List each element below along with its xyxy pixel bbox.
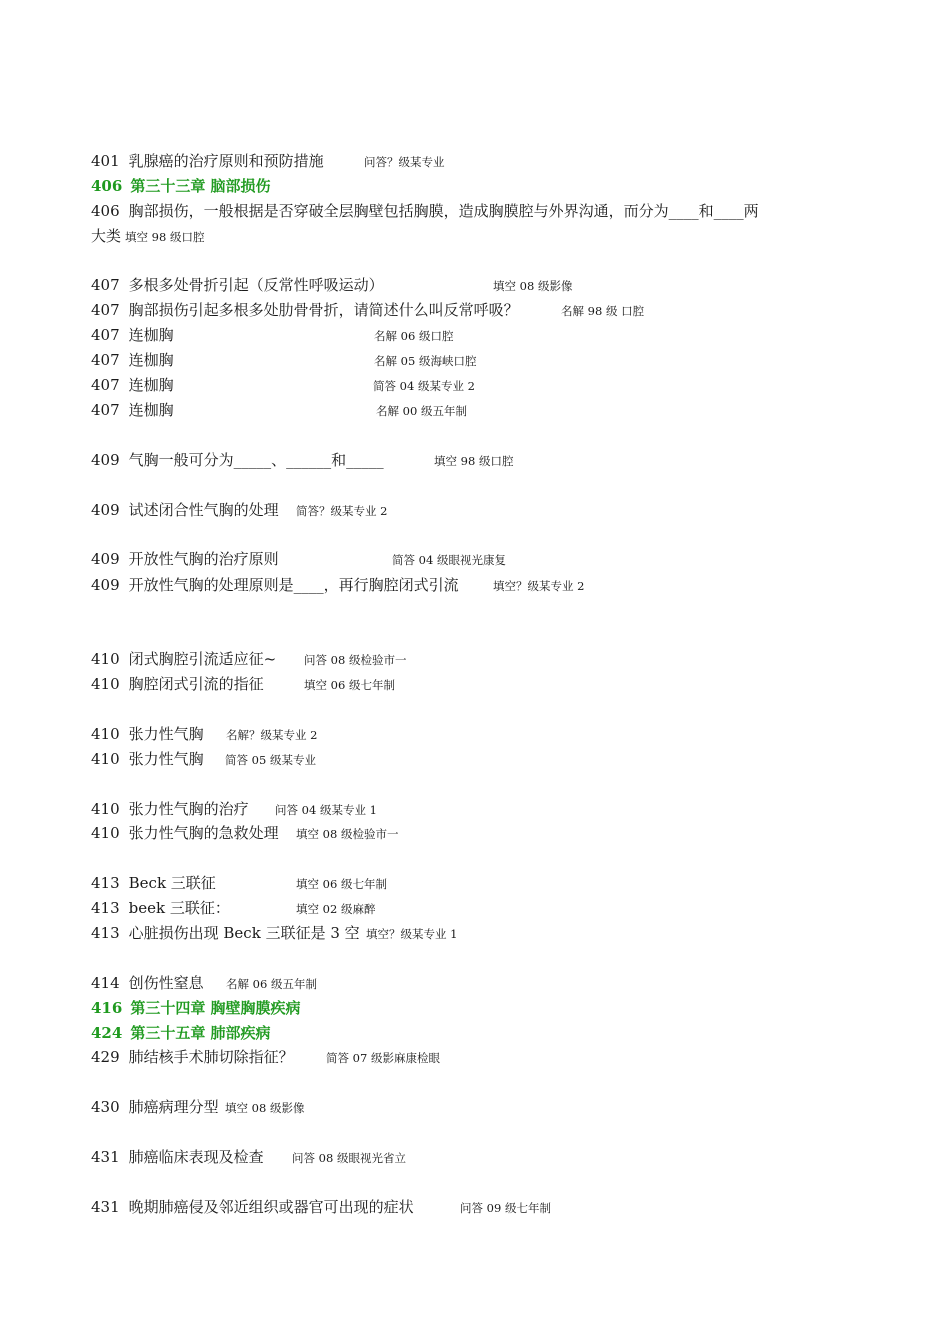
page-number: 407 (91, 376, 120, 394)
exam-tag: 名解 06 级口腔 (374, 329, 454, 343)
page-number: 407 (91, 351, 120, 369)
page-number: 430 (91, 1098, 120, 1116)
page-number: 401 (91, 152, 120, 170)
page-number: 410 (91, 800, 120, 818)
question-text: Beck 三联征 (128, 874, 216, 892)
exam-tag: 名解 00 级五年制 (376, 404, 467, 418)
entry-line (91, 924, 458, 942)
exam-tag: 简答？级某专业 2 (296, 504, 388, 518)
page-number: 409 (91, 451, 120, 469)
entry-line (91, 1148, 406, 1166)
question-text: 连枷胸 (128, 376, 174, 394)
entry-line (91, 824, 399, 842)
question-text: 肺结核手术肺切除指征？ (128, 1048, 294, 1066)
exam-tag: 简答 04 级某专业 2 (373, 379, 475, 393)
entry-line (91, 974, 317, 992)
page-number: 410 (91, 725, 120, 743)
entry-line (91, 301, 645, 319)
exam-tag: 简答 07 级影麻康检眼 (326, 1051, 440, 1065)
chapter-heading (91, 999, 301, 1017)
exam-tag: 填空 02 级麻醉 (296, 902, 376, 916)
page-number: 431 (91, 1198, 120, 1216)
question-text: 多根多处骨折引起（反常性呼吸运动） (128, 276, 384, 294)
chapter-title: 第三十五章 肺部疾病 (130, 1024, 271, 1042)
question-text: 胸腔闭式引流的指征 (128, 675, 264, 693)
question-text: 闭式胸腔引流适应征~ (128, 650, 277, 668)
entry-line (91, 326, 454, 344)
exam-tag: 问答？级某专业 (364, 155, 445, 169)
exam-tag: 填空 98 级口腔 (125, 230, 205, 244)
exam-tag: 填空 08 级影像 (493, 279, 573, 293)
question-text: 胸部损伤，一般根据是否穿破全层胸壁包括胸膜，造成胸膜腔与外界沟通，而分为____和____两 (128, 202, 759, 220)
page-number: 409 (91, 501, 120, 519)
exam-tag: 问答 08 级眼视光省立 (292, 1151, 406, 1165)
page-number: 413 (91, 924, 120, 942)
page-number: 407 (91, 401, 120, 419)
page-number: 407 (91, 301, 120, 319)
question-text: 心脏损伤出现 Beck 三联征是 3 空 (128, 924, 360, 942)
exam-tag: 填空 08 级影像 (225, 1101, 305, 1115)
entry-line (91, 202, 759, 220)
exam-tag: 问答 09 级七年制 (460, 1201, 551, 1215)
question-text: 肺癌病理分型 (128, 1098, 219, 1116)
exam-tag: 简答 04 级眼视光康复 (392, 553, 506, 567)
page-number: 424 (91, 1024, 123, 1042)
question-text: 气胸一般可分为_____、______和_____ (128, 451, 384, 469)
exam-tag: 名解 05 级海峡口腔 (374, 354, 477, 368)
exam-tag: 填空 06 级七年制 (304, 678, 395, 692)
entry-line-continued (91, 227, 205, 245)
entry-line (91, 675, 395, 693)
entry-line (91, 1048, 440, 1066)
page-number: 406 (91, 177, 123, 195)
exam-tag: 名解？级某专业 2 (226, 728, 318, 742)
page-number: 410 (91, 824, 120, 842)
exam-tag: 填空 06 级七年制 (296, 877, 387, 891)
chapter-heading (91, 1024, 271, 1042)
question-text: 大类 (91, 227, 122, 245)
question-text: 张力性气胸的急救处理 (128, 824, 279, 842)
question-text: 乳腺癌的治疗原则和预防措施 (128, 152, 324, 170)
entry-line (91, 899, 376, 917)
question-text: 试述闭合性气胸的处理 (128, 501, 279, 519)
entry-line (91, 351, 477, 369)
question-text: 张力性气胸 (128, 725, 204, 743)
page-number: 429 (91, 1048, 120, 1066)
chapter-title: 第三十三章 脑部损伤 (130, 177, 271, 195)
entry-line (91, 750, 316, 768)
page-number: 407 (91, 276, 120, 294)
exam-tag: 简答 05 级某专业 (225, 753, 316, 767)
question-text: 连枷胸 (128, 351, 174, 369)
page-number: 416 (91, 999, 123, 1017)
question-text: 张力性气胸的治疗 (128, 800, 249, 818)
entry-line (91, 576, 585, 594)
entry-line (91, 376, 475, 394)
page-number: 410 (91, 650, 120, 668)
question-text: 肺癌临床表现及检查 (128, 1148, 264, 1166)
page-number: 409 (91, 576, 120, 594)
entry-line (91, 550, 506, 568)
entry-line (91, 874, 387, 892)
entry-line (91, 276, 573, 294)
exam-tag: 填空 08 级检验市一 (296, 827, 399, 841)
entry-line (91, 1098, 305, 1116)
page-number: 414 (91, 974, 120, 992)
question-text: 胸部损伤引起多根多处肋骨骨折，请简述什么叫反常呼吸？ (128, 301, 519, 319)
entry-line (91, 800, 377, 818)
entry-line (91, 1198, 551, 1216)
entry-line (91, 725, 318, 743)
question-text: 张力性气胸 (128, 750, 204, 768)
question-text: 连枷胸 (128, 326, 174, 344)
page-number: 410 (91, 675, 120, 693)
question-text: 开放性气胸的处理原则是____，再行胸腔闭式引流 (128, 576, 459, 594)
page-number: 413 (91, 874, 120, 892)
question-text: 开放性气胸的治疗原则 (128, 550, 279, 568)
exam-tag: 名解 98 级 口腔 (561, 304, 645, 318)
page-number: 406 (91, 202, 120, 220)
page-number: 407 (91, 326, 120, 344)
question-text: 连枷胸 (128, 401, 174, 419)
exam-tag: 问答 04 级某专业 1 (275, 803, 377, 817)
page-number: 410 (91, 750, 120, 768)
exam-tag: 问答 08 级检验市一 (304, 653, 407, 667)
question-text: 晚期肺癌侵及邻近组织或器官可出现的症状 (128, 1198, 414, 1216)
entry-line (91, 401, 467, 419)
chapter-title: 第三十四章 胸壁胸膜疾病 (130, 999, 301, 1017)
exam-tag: 填空？级某专业 2 (493, 579, 585, 593)
question-text: beek 三联征： (128, 899, 230, 917)
page-number: 413 (91, 899, 120, 917)
page-number: 431 (91, 1148, 120, 1166)
question-text: 创伤性窒息 (128, 974, 204, 992)
entry-line (91, 501, 388, 519)
exam-tag: 名解 06 级五年制 (226, 977, 317, 991)
entry-line (91, 650, 407, 668)
chapter-heading (91, 177, 271, 195)
entry-line (91, 451, 514, 469)
exam-tag: 填空？级某专业 1 (366, 927, 458, 941)
page-number: 409 (91, 550, 120, 568)
entry-line (91, 152, 445, 170)
exam-tag: 填空 98 级口腔 (434, 454, 514, 468)
